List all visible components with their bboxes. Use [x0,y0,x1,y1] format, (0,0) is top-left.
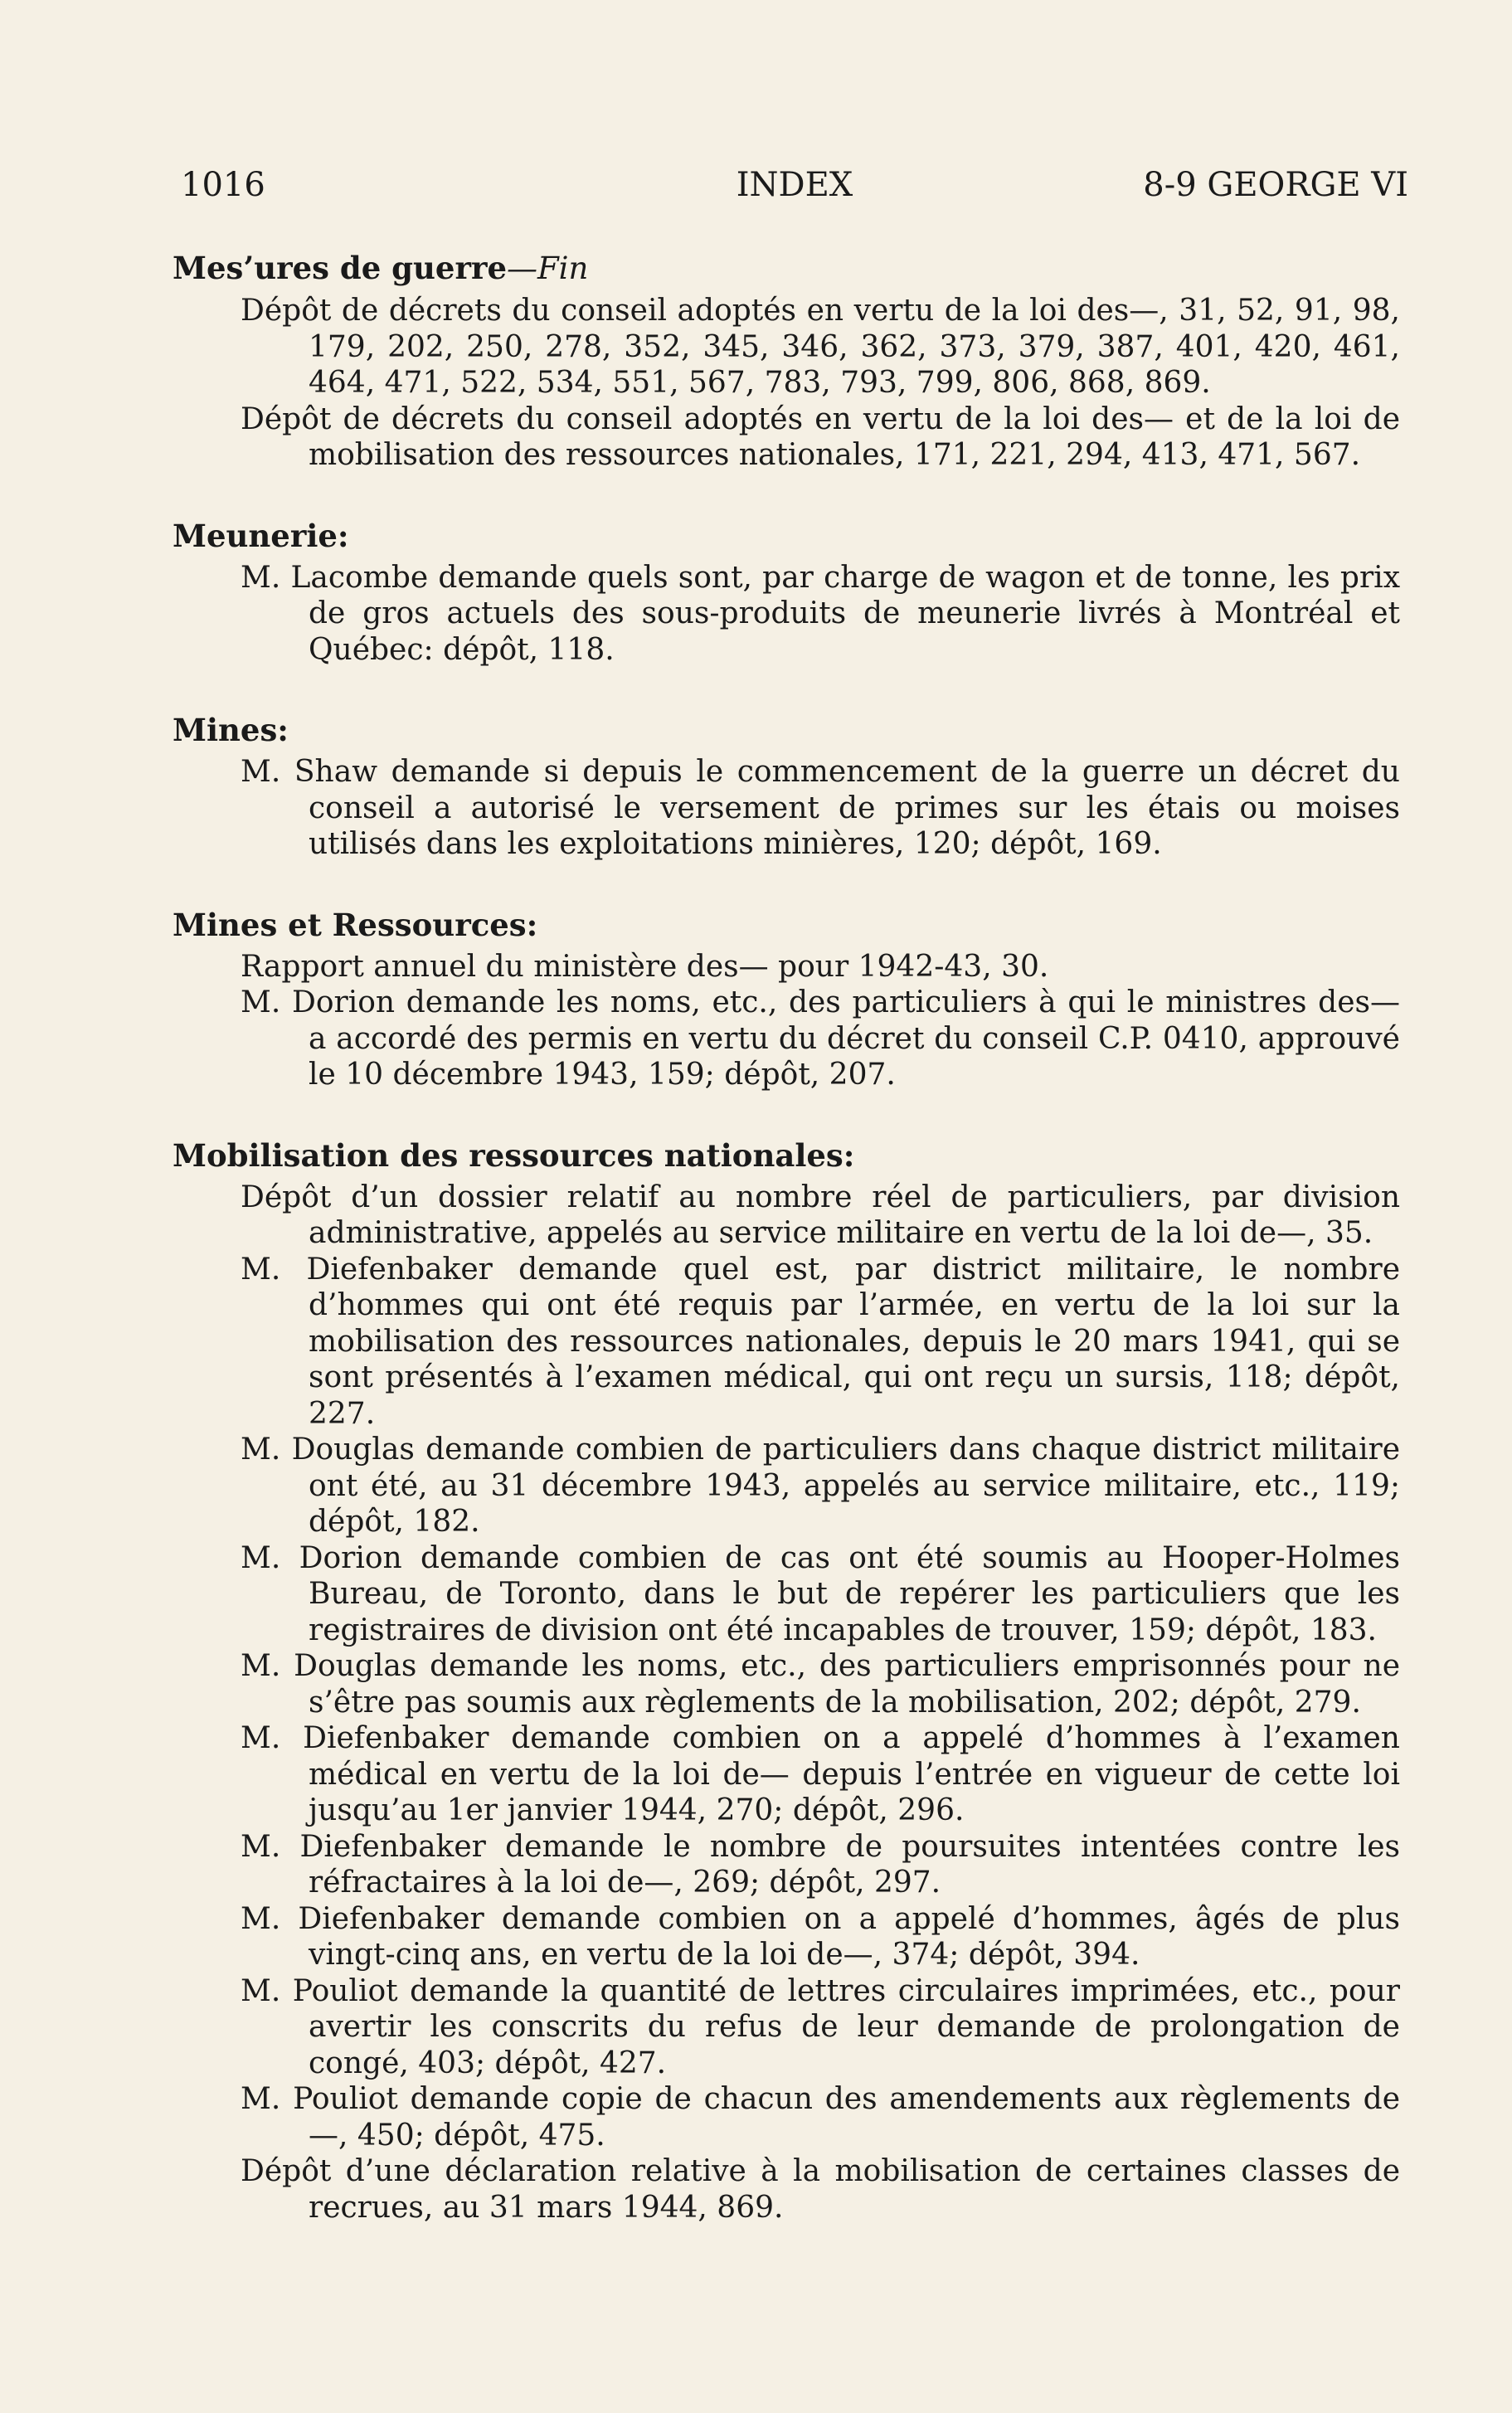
entry-list [173,949,1400,1093]
running-head [181,166,1408,216]
heading-continuation: —Fin [507,251,589,286]
index-entry: M. Shaw demande si depuis le commencement de la guerre un décret du conseil a autorisé le versement de primes sur les étais ou moises utilisés dans les exploitations minières, 120; dépôt, 169. [241,755,1400,861]
section-heading: Mines: [173,712,289,748]
index-entry: M. Dorion demande combien de cas ont été soumis au Hooper-Holmes Bureau, de Toronto, dans le but de repérer les particuliers que les registraires de division ont été incapables de trouver, 159; dépôt, 183. [241,1540,1400,1647]
index-entry: Dépôt d’un dossier relatif au nombre réel de particuliers, par division administrative, appelés au service militaire en vertu de la loi de—, 35. [241,1180,1400,1250]
index-entry: M. Douglas demande combien de particuliers dans chaque district militaire ont été, au 31 décembre 1943, appelés au service militaire, etc., 119; dépôt, 182. [241,1433,1400,1539]
entry-list [173,754,1400,863]
index-entry: M. Diefenbaker demande quel est, par district militaire, le nombre d’hommes qui ont été requis par l’armée, en vertu de la loi sur la mobilisation des ressources nationales, depuis le 20 mars 1941, qui se sont présentés à l’examen médical, qui ont reçu un sursis, 118; dépôt, 227. [241,1252,1400,1431]
index-entry: M. Pouliot demande la quantité de lettres circulaires imprimées, etc., pour avertir les conscrits du refus de leur demande de prolongation de congé, 403; dépôt, 427. [241,1973,1400,2080]
index-section-mobilisation [173,1136,1400,2226]
index-entry: Dépôt de décrets du conseil adoptés en vertu de la loi des— et de la loi de mobilisation des ressources nationales, 171, 221, 294, 413, 471, 567. [241,401,1400,472]
index-entry: M. Douglas demande les noms, etc., des particuliers emprisonnés pour ne s’être pas soumis aux règlements de la mobilisation, 202; dépôt, 279. [241,1649,1400,1720]
index-section-mines-et-ressources [173,906,1400,1093]
index-content [173,249,1400,2226]
index-entry: M. Diefenbaker demande le nombre de poursuites intentées contre les réfractaires à la loi de—, 269; dépôt, 297. [241,1829,1400,1900]
section-heading: Mes’ures de guerre—Fin [173,250,589,286]
reign-label: 8-9 GEORGE VI [1143,166,1408,204]
index-entry: Dépôt de décrets du conseil adoptés en vertu de la loi des—, 31, 52, 91, 98, 179, 202, 250, 278, 352, 345, 346, 362, 373, 379, 387, 401, 420, 461, 464, 471, 522, 534, 551, 567, 783, 793, 799, 806, 868, 869. [241,294,1400,400]
index-entry: M. Pouliot demande copie de chacun des amendements aux règlements de—, 450; dépôt, 475. [241,2082,1400,2153]
index-section-mesures-de-guerre [173,249,1400,474]
index-section-mines [173,711,1400,863]
index-entry: Dépôt d’une déclaration relative à la mobilisation de certaines classes de recrues, au 31 mars 1944, 869. [241,2154,1400,2225]
index-entry: M. Diefenbaker demande combien on a appelé d’hommes à l’examen médical en vertu de la loi de— depuis l’entrée en vigueur de cette loi jusqu’au 1er janvier 1944, 270; dépôt, 296. [241,1721,1400,1827]
entry-list [173,293,1400,474]
section-heading: Meunerie: [173,517,349,554]
section-heading: Mines et Ressources: [173,906,538,943]
entry-list [173,560,1400,669]
page-number: 1016 [181,166,265,204]
page-title: INDEX [736,166,853,204]
index-entry: Rapport annuel du ministère des— pour 1942-43, 30. [241,949,1049,984]
section-heading: Mobilisation des ressources nationales: [173,1136,855,1174]
index-section-meunerie [173,517,1400,669]
index-entry: M. Dorion demande les noms, etc., des particuliers à qui le ministres des— a accordé des permis en vertu du décret du conseil C.P. 0410, approuvé le 10 décembre 1943, 159; dépôt, 207. [241,985,1400,1092]
entry-list [173,1180,1400,2226]
index-entry: M. Lacombe demande quels sont, par charge de wagon et de tonne, les prix de gros actuels des sous-produits de meunerie livrés à Montréal et Québec: dépôt, 118. [241,560,1400,667]
index-entry: M. Diefenbaker demande combien on a appelé d’hommes, âgés de plus vingt-cinq ans, en vertu de la loi de—, 374; dépôt, 394. [241,1901,1400,1972]
